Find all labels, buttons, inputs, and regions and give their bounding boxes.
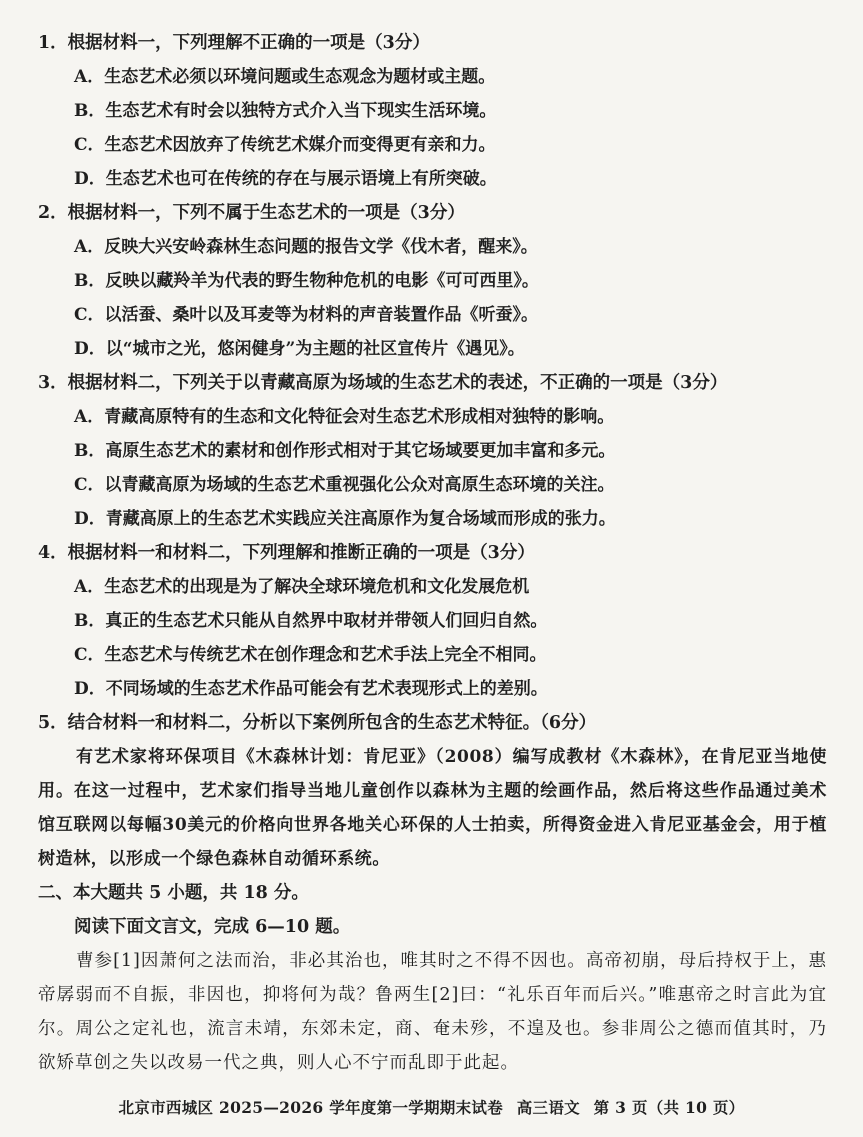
option-a: A．反映大兴安岭森林生态问题的报告文学《伐木者，醒来》。 [74, 237, 538, 257]
question-4 [38, 536, 833, 706]
question-stem: 2．根据材料一，下列不属于生态艺术的一项是（3分） [38, 203, 465, 223]
question-1 [38, 26, 833, 196]
option-c: C．生态艺术与传统艺术在创作理念和艺术手法上完全不相同。 [74, 645, 547, 665]
footer-page-number: 第 3 页（共 10 页） [593, 1098, 745, 1117]
question-stem: 4．根据材料一和材料二，下列理解和推断正确的一项是（3分） [38, 543, 535, 563]
question-stem: 1．根据材料一，下列理解不正确的一项是（3分） [38, 33, 430, 53]
question-3 [38, 366, 833, 536]
case-paragraph: 有艺术家将环保项目《木森林计划：肯尼亚》（2008）编写成教材《木森林》，在肯尼亚当地使用。在这一过程中，艺术家们指导当地儿童创作以森林为主题的绘画作品，然后将这些作品通过美术馆互联网以每幅30美元的价格向世界各地关心环保的人士拍卖，所得资金进入肯尼亚基金会，用于植树造林，以形成一个绿色森林自动循环系统。 [38, 747, 827, 869]
option-b: B．生态艺术有时会以独特方式介入当下现实生活环境。 [74, 101, 497, 121]
option-a: A．生态艺术必须以环境问题或生态观念为题材或主题。 [74, 67, 496, 87]
option-a: A．青藏高原特有的生态和文化特征会对生态艺术形成相对独特的影响。 [74, 407, 615, 427]
option-b: B．真正的生态艺术只能从自然界中取材并带领人们回归自然。 [74, 611, 548, 631]
footer-subject: 高三语文 [516, 1098, 580, 1117]
option-d: D．不同场域的生态艺术作品可能会有艺术表现形式上的差别。 [74, 679, 548, 699]
option-c: C．以青藏高原为场域的生态艺术重视强化公众对高原生态环境的关注。 [74, 475, 615, 495]
classical-passage: 曹参[1]因萧何之法而治，非必其治也，唯其时之不得不因也。高帝初崩，母后持权于上，惠帝孱弱而不自振，非因也，抑将何为哉？鲁两生[2]曰：“礼乐百年而后兴。”唯惠帝之时言此为宜尔。周公之定礼也，流言未靖，东郊未定，商、奄未殄，不遑及也。参非周公之德而值其时，乃欲矫草创之失以改易一代之典，则人心不宁而乱即于此起。 [38, 951, 827, 1073]
footer-exam-title: 北京市西城区 2025—2026 学年度第一学期期末试卷 [118, 1098, 504, 1117]
option-c: C．生态艺术因放弃了传统艺术媒介而变得更有亲和力。 [74, 135, 496, 155]
option-d: D．生态艺术也可在传统的存在与展示语境上有所突破。 [74, 169, 497, 189]
option-a: A．生态艺术的出现是为了解决全球环境危机和文化发展危机 [74, 577, 530, 597]
question-stem: 3．根据材料二，下列关于以青藏高原为场域的生态艺术的表述，不正确的一项是（3分） [38, 373, 728, 393]
section-2 [38, 876, 833, 1080]
option-b: B．反映以藏羚羊为代表的野生物种危机的电影《可可西里》。 [74, 271, 539, 291]
section-title: 二、本大题共 5 小题，共 18 分。 [38, 883, 309, 903]
section-instruction: 阅读下面文言文，完成 6—10 题。 [74, 917, 351, 937]
question-stem: 5．结合材料一和材料二，分析以下案例所包含的生态艺术特征。（6分） [38, 713, 597, 733]
option-c: C．以活蚕、桑叶以及耳麦等为材料的声音装置作品《听蚕》。 [74, 305, 539, 325]
question-5 [38, 706, 833, 876]
option-d: D．以“城市之光，悠闲健身”为主题的社区宣传片《遇见》。 [74, 339, 525, 359]
question-2 [38, 196, 833, 366]
option-b: B．高原生态艺术的素材和创作形式相对于其它场域要更加丰富和多元。 [74, 441, 616, 461]
page-footer [0, 1096, 863, 1118]
option-d: D．青藏高原上的生态艺术实践应关注高原作为复合场域而形成的张力。 [74, 509, 616, 529]
